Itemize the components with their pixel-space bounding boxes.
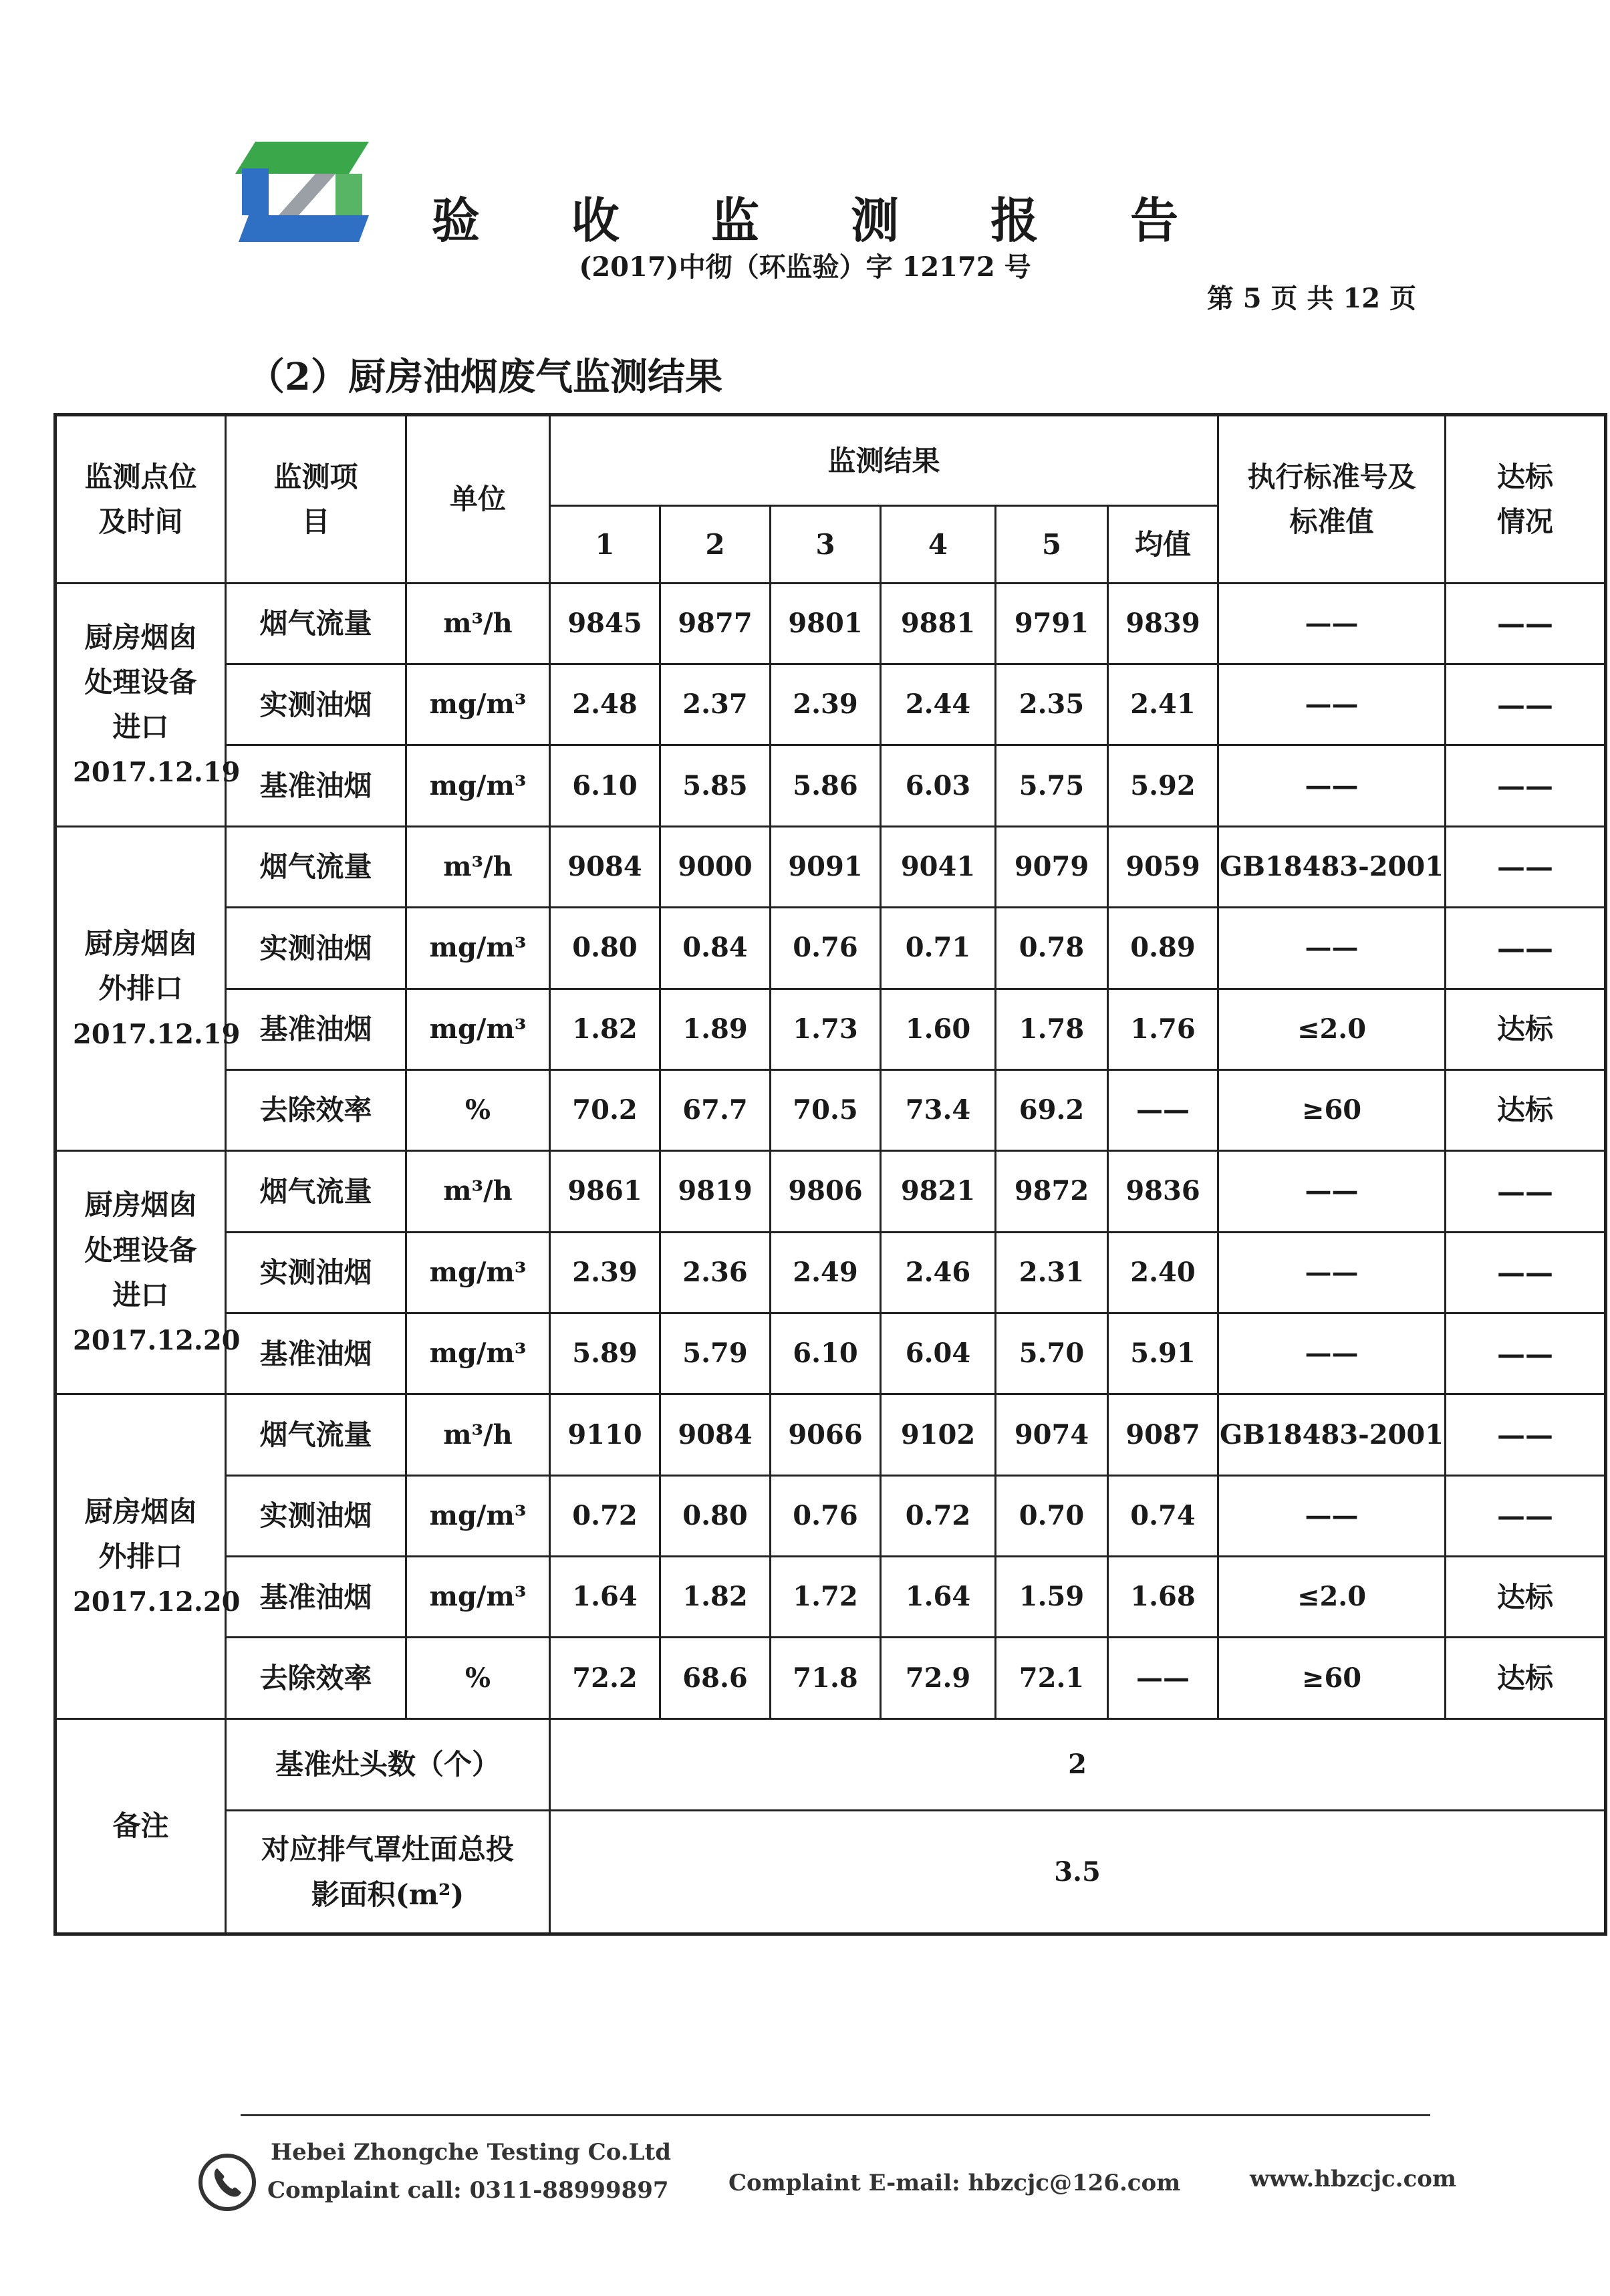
- location-date: 2017.12.19: [73, 1018, 241, 1050]
- hood-area-value: 3.5: [550, 1811, 1606, 1934]
- page-indicator: 第 5 页 共 12 页: [1206, 283, 1416, 314]
- unit-cell: mg/m³: [406, 1313, 550, 1394]
- value-cell: 9066: [771, 1394, 881, 1475]
- value-cell: 6.10: [550, 745, 660, 826]
- value-cell: 72.2: [550, 1638, 660, 1718]
- location-date: 2017.12.20: [73, 1586, 241, 1618]
- value-cell: 2.49: [771, 1232, 881, 1313]
- value-cell: 0.80: [550, 908, 660, 989]
- value-cell: 70.2: [550, 1069, 660, 1150]
- value-cell: 9877: [660, 583, 771, 664]
- item-cell: 烟气流量: [226, 1151, 406, 1232]
- table-row: [55, 1151, 1606, 1232]
- value-cell: 0.76: [771, 1475, 881, 1556]
- location-name: 厨房烟囱外排口: [84, 1495, 197, 1573]
- item-cell: 实测油烟: [226, 664, 406, 745]
- value-cell: 9801: [771, 583, 881, 664]
- table-row: [55, 583, 1606, 664]
- location-cell: [55, 826, 241, 1150]
- unit-cell: %: [406, 1069, 550, 1150]
- value-cell: 2.48: [550, 664, 660, 745]
- notes-row: [55, 1718, 1606, 1810]
- value-cell: 0.76: [771, 908, 881, 989]
- location-cell: [55, 1151, 241, 1394]
- phone-icon: [197, 2152, 257, 2212]
- table-header-row: [55, 415, 1606, 506]
- value-cell: 9791: [996, 583, 1108, 664]
- value-cell: 9806: [771, 1151, 881, 1232]
- value-cell: 2.37: [660, 664, 771, 745]
- value-cell: 2.41: [1108, 664, 1218, 745]
- location-cell: [55, 583, 241, 826]
- value-cell: 1.68: [1108, 1557, 1218, 1638]
- value-cell: 2.40: [1108, 1232, 1218, 1313]
- item-cell: 基准油烟: [226, 1557, 406, 1638]
- item-cell: 去除效率: [226, 1638, 406, 1718]
- value-cell: 5.86: [771, 745, 881, 826]
- unit-cell: mg/m³: [406, 1232, 550, 1313]
- item-cell: 去除效率: [226, 1069, 406, 1150]
- value-cell: 0.89: [1108, 908, 1218, 989]
- report-number: (2017)中彻（环监验）字 12172 号: [579, 251, 1031, 283]
- status-cell: ——: [1446, 826, 1606, 907]
- standard-cell: ——: [1218, 664, 1446, 745]
- table-row: [55, 745, 1606, 826]
- unit-cell: mg/m³: [406, 1557, 550, 1638]
- value-cell: ——: [1108, 1638, 1218, 1718]
- item-cell: 烟气流量: [226, 1394, 406, 1475]
- value-cell: 72.9: [881, 1638, 996, 1718]
- burner-count-value: 2: [550, 1718, 1606, 1810]
- value-cell: 70.5: [771, 1069, 881, 1150]
- value-cell: 72.1: [996, 1638, 1108, 1718]
- location-date: 2017.12.19: [73, 757, 241, 789]
- value-cell: 0.70: [996, 1475, 1108, 1556]
- value-cell: 5.85: [660, 745, 771, 826]
- value-cell: 9845: [550, 583, 660, 664]
- standard-cell: ≤2.0: [1218, 1557, 1446, 1638]
- table-row: [55, 1069, 1606, 1150]
- value-cell: 68.6: [660, 1638, 771, 1718]
- status-cell: ——: [1446, 583, 1606, 664]
- location-name: 厨房烟囱处理设备进口: [84, 620, 197, 744]
- footer-complaint-call: Complaint call: 0311-88999897: [267, 2177, 669, 2204]
- value-cell: 1.60: [881, 989, 996, 1069]
- value-cell: ——: [1108, 1069, 1218, 1150]
- table-row: [55, 1475, 1606, 1556]
- status-cell: ——: [1446, 745, 1606, 826]
- standard-cell: GB18483-2001: [1218, 826, 1446, 907]
- hood-area-label: 对应排气罩灶面总投影面积(m²): [226, 1811, 550, 1934]
- item-cell: 烟气流量: [226, 583, 406, 664]
- header-standard: 执行标准号及标准值: [1218, 415, 1446, 584]
- location-name: 厨房烟囱处理设备进口: [84, 1188, 197, 1311]
- unit-cell: mg/m³: [406, 1475, 550, 1556]
- value-cell: 9861: [550, 1151, 660, 1232]
- value-cell: 6.03: [881, 745, 996, 826]
- header-results: 监测结果: [550, 415, 1218, 506]
- value-cell: 5.75: [996, 745, 1108, 826]
- value-cell: 1.82: [660, 1557, 771, 1638]
- status-cell: ——: [1446, 1151, 1606, 1232]
- value-cell: 0.80: [660, 1475, 771, 1556]
- status-cell: 达标: [1446, 1638, 1606, 1718]
- unit-cell: m³/h: [406, 1394, 550, 1475]
- standard-cell: ——: [1218, 583, 1446, 664]
- unit-cell: mg/m³: [406, 664, 550, 745]
- value-cell: 0.71: [881, 908, 996, 989]
- value-cell: 1.59: [996, 1557, 1108, 1638]
- table-row: [55, 664, 1606, 745]
- value-cell: 5.92: [1108, 745, 1218, 826]
- value-cell: 67.7: [660, 1069, 771, 1150]
- value-cell: 1.64: [881, 1557, 996, 1638]
- value-cell: 9000: [660, 826, 771, 907]
- location-cell: [55, 1394, 241, 1718]
- table-row: [55, 989, 1606, 1069]
- burner-count-label: 基准灶头数（个）: [226, 1718, 550, 1810]
- header-result-col: 5: [996, 506, 1108, 583]
- table-row: [55, 1394, 1606, 1475]
- footer-company: Hebei Zhongche Testing Co.Ltd: [271, 2139, 672, 2166]
- item-cell: 基准油烟: [226, 1313, 406, 1394]
- header-item: 监测项目: [226, 415, 406, 584]
- value-cell: 5.91: [1108, 1313, 1218, 1394]
- section-title: （2）厨房油烟废气监测结果: [247, 355, 722, 399]
- unit-cell: mg/m³: [406, 745, 550, 826]
- standard-cell: ≥60: [1218, 1638, 1446, 1718]
- value-cell: 9091: [771, 826, 881, 907]
- status-cell: ——: [1446, 1313, 1606, 1394]
- status-cell: ——: [1446, 1394, 1606, 1475]
- value-cell: 6.10: [771, 1313, 881, 1394]
- footer-divider: [241, 2114, 1430, 2116]
- value-cell: 2.39: [550, 1232, 660, 1313]
- status-cell: ——: [1446, 664, 1606, 745]
- header-unit: 单位: [406, 415, 550, 584]
- standard-cell: ≥60: [1218, 1069, 1446, 1150]
- value-cell: 5.70: [996, 1313, 1108, 1394]
- value-cell: 0.74: [1108, 1475, 1218, 1556]
- table-row: [55, 1232, 1606, 1313]
- status-cell: ——: [1446, 1232, 1606, 1313]
- value-cell: 2.46: [881, 1232, 996, 1313]
- document-title: 验 收 监 测 报 告: [431, 192, 1216, 249]
- unit-cell: %: [406, 1638, 550, 1718]
- value-cell: 9821: [881, 1151, 996, 1232]
- value-cell: 2.31: [996, 1232, 1108, 1313]
- value-cell: 9084: [550, 826, 660, 907]
- item-cell: 实测油烟: [226, 908, 406, 989]
- unit-cell: m³/h: [406, 583, 550, 664]
- value-cell: 9074: [996, 1394, 1108, 1475]
- value-cell: 0.78: [996, 908, 1108, 989]
- unit-cell: m³/h: [406, 826, 550, 907]
- header-result-col: 1: [550, 506, 660, 583]
- monitoring-results-table: [53, 413, 1607, 1936]
- value-cell: 9839: [1108, 583, 1218, 664]
- value-cell: 1.73: [771, 989, 881, 1069]
- notes-label: 备注: [55, 1718, 226, 1934]
- standard-cell: GB18483-2001: [1218, 1394, 1446, 1475]
- standard-cell: ——: [1218, 745, 1446, 826]
- location-name: 厨房烟囱外排口: [84, 927, 197, 1005]
- standard-cell: ——: [1218, 1232, 1446, 1313]
- value-cell: 0.84: [660, 908, 771, 989]
- unit-cell: mg/m³: [406, 908, 550, 989]
- value-cell: 2.39: [771, 664, 881, 745]
- table-row: [55, 1557, 1606, 1638]
- value-cell: 9110: [550, 1394, 660, 1475]
- value-cell: 9059: [1108, 826, 1218, 907]
- status-cell: 达标: [1446, 1069, 1606, 1150]
- value-cell: 9084: [660, 1394, 771, 1475]
- standard-cell: ≤2.0: [1218, 989, 1446, 1069]
- value-cell: 1.78: [996, 989, 1108, 1069]
- table-row: [55, 1638, 1606, 1718]
- standard-cell: ——: [1218, 1475, 1446, 1556]
- unit-cell: m³/h: [406, 1151, 550, 1232]
- value-cell: 69.2: [996, 1069, 1108, 1150]
- status-cell: ——: [1446, 908, 1606, 989]
- value-cell: 0.72: [550, 1475, 660, 1556]
- value-cell: 9836: [1108, 1151, 1218, 1232]
- value-cell: 1.89: [660, 989, 771, 1069]
- header-status: 达标情况: [1446, 415, 1606, 584]
- standard-cell: ——: [1218, 1313, 1446, 1394]
- value-cell: 2.35: [996, 664, 1108, 745]
- value-cell: 6.04: [881, 1313, 996, 1394]
- value-cell: 9102: [881, 1394, 996, 1475]
- header-result-col: 3: [771, 506, 881, 583]
- footer-website[interactable]: www.hbzcjc.com: [1250, 2166, 1456, 2192]
- value-cell: 2.44: [881, 664, 996, 745]
- value-cell: 2.36: [660, 1232, 771, 1313]
- header-location: 监测点位及时间: [55, 415, 226, 584]
- status-cell: ——: [1446, 1475, 1606, 1556]
- value-cell: 9079: [996, 826, 1108, 907]
- footer-complaint-email: Complaint E-mail: hbzcjc@126.com: [728, 2170, 1181, 2196]
- item-cell: 基准油烟: [226, 745, 406, 826]
- item-cell: 烟气流量: [226, 826, 406, 907]
- value-cell: 9872: [996, 1151, 1108, 1232]
- table-row: [55, 1313, 1606, 1394]
- value-cell: 1.82: [550, 989, 660, 1069]
- header-result-col: 4: [881, 506, 996, 583]
- header-result-col: 2: [660, 506, 771, 583]
- status-cell: 达标: [1446, 989, 1606, 1069]
- value-cell: 1.76: [1108, 989, 1218, 1069]
- value-cell: 1.72: [771, 1557, 881, 1638]
- standard-cell: ——: [1218, 908, 1446, 989]
- value-cell: 0.72: [881, 1475, 996, 1556]
- unit-cell: mg/m³: [406, 989, 550, 1069]
- table-row: [55, 826, 1606, 907]
- value-cell: 9041: [881, 826, 996, 907]
- value-cell: 9881: [881, 583, 996, 664]
- notes-row: [55, 1811, 1606, 1934]
- header-result-col: 均值: [1108, 506, 1218, 583]
- table-row: [55, 908, 1606, 989]
- location-date: 2017.12.20: [73, 1324, 241, 1356]
- status-cell: 达标: [1446, 1557, 1606, 1638]
- value-cell: 1.64: [550, 1557, 660, 1638]
- value-cell: 9819: [660, 1151, 771, 1232]
- value-cell: 9087: [1108, 1394, 1218, 1475]
- value-cell: 71.8: [771, 1638, 881, 1718]
- value-cell: 73.4: [881, 1069, 996, 1150]
- value-cell: 5.79: [660, 1313, 771, 1394]
- item-cell: 实测油烟: [226, 1475, 406, 1556]
- standard-cell: ——: [1218, 1151, 1446, 1232]
- value-cell: 5.89: [550, 1313, 660, 1394]
- item-cell: 实测油烟: [226, 1232, 406, 1313]
- item-cell: 基准油烟: [226, 989, 406, 1069]
